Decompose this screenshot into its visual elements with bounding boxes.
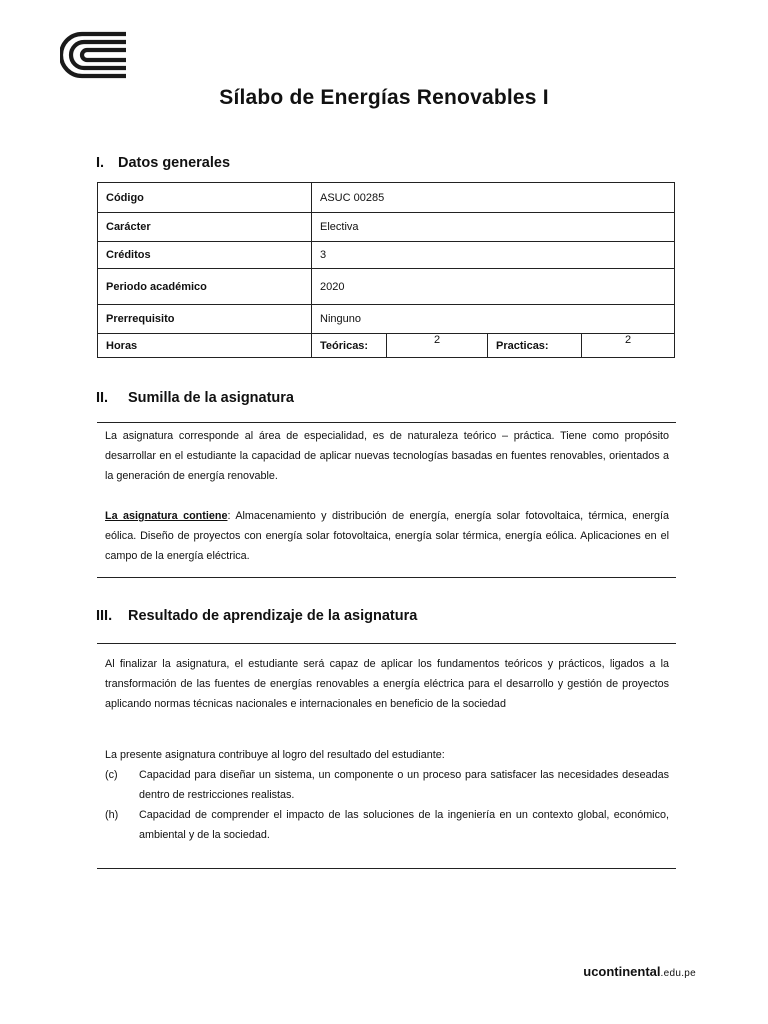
list-item [105,805,669,845]
table-label: Código [98,183,312,213]
section-datos-generales-heading [96,155,230,171]
table-label: Carácter [98,213,312,242]
sumilla-paragraph-1: La asignatura corresponde al área de especialidad, es de naturaleza teórico – práctica. Tiene como propósito desarrollar en el estudiante la capacidad de aplicar nuevas tecnologías basadas en fuentes renovables, orientados a la generación de energía renovable. [105,430,669,482]
list-marker: (h) [105,809,119,821]
table-value: Electiva [312,213,675,242]
continental-logo-icon [60,30,128,80]
section-title: Resultado de aprendizaje de la asignatura [128,608,418,624]
divider [97,643,676,644]
section-number: II. [96,390,109,406]
section-resultado-heading [96,608,417,624]
section-title: Sumilla de la asignatura [128,390,294,406]
table-label: Horas [98,334,312,358]
sumilla-lead: La asignatura contiene [105,510,228,522]
footer-domain: .edu.pe [660,968,696,979]
resultado-list [105,765,669,845]
divider [97,577,676,578]
list-item [105,765,669,805]
table-label: Prerrequisito [98,305,312,334]
table-label: Créditos [98,242,312,269]
section-number: III. [96,608,113,624]
table-row [98,183,675,213]
table-row [98,305,675,334]
divider [97,422,676,423]
resultado-paragraph-1: Al finalizar la asignatura, el estudiante será capaz de aplicar los fundamentos teóricos y prácticos, ligados a la transformación de las fuentes de energías renovables a energía eléctrica para el desarrollo y gestión de proyectos aplicando normas técnicas nacionales e internacionales en beneficio de la sociedad [105,658,669,710]
teoricas-value: 2 [387,334,488,358]
page-title: Sílabo de Energías Renovables I [219,86,549,109]
practicas-value: 2 [582,334,675,358]
list-marker: (c) [105,769,118,781]
sumilla-paragraph-2 [105,506,669,566]
list-text: Capacidad de comprender el impacto de las soluciones de la ingeniería en un contexto global, económico, ambiental y de la sociedad. [139,809,669,841]
table-value: ASUC 00285 [312,183,675,213]
list-text: Capacidad para diseñar un sistema, un componente o un proceso para satisfacer las necesidades deseadas dentro de restricciones realistas. [139,769,669,801]
table-label: Periodo académico [98,269,312,305]
footer-brand [583,964,696,979]
table-row [98,213,675,242]
resultado-paragraph-2: La presente asignatura contribuye al logro del resultado del estudiante: [105,749,445,761]
table-value: 2020 [312,269,675,305]
table-value: Ninguno [312,305,675,334]
table-row [98,334,675,358]
divider [97,868,676,869]
sumilla-body: : Almacenamiento y distribución de energía, energía solar fotovoltaica, térmica, energía eólica. Diseño de proyectos con energía solar fotovoltaica, energía solar térmica, energía eólica. Aplicaciones en el campo de la energía eléctrica. [105,510,669,562]
table-row [98,242,675,269]
section-title: Datos generales [118,155,231,171]
section-sumilla-heading [96,390,294,406]
footer-brand-name: ucontinental [583,964,661,979]
datos-generales-table [97,182,675,358]
section-number: I. [96,155,105,171]
table-value: 3 [312,242,675,269]
table-row [98,269,675,305]
practicas-label: Practicas: [488,334,582,358]
teoricas-label: Teóricas: [312,334,387,358]
